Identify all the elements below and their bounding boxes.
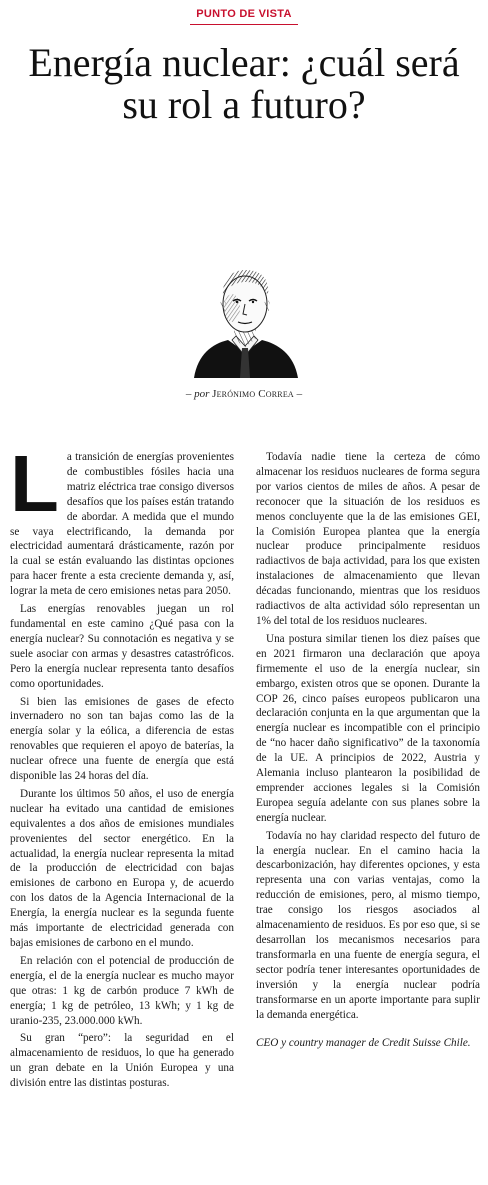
article-paragraph: Una postura similar tienen los diez países que en 2021 firmaron una declaración que apoya firmemente el uso de la energía nuclear, sin embargo, existen otros que se oponen. Durante la COP 26, cinco países europeos publicaron una declaración conjunta en la que argumentan que la energía nuclear es incompatible con el principio de “no hacer daño significativo” de la taxonomía de la UE. A principios de 2022, Austria y Alemania incluso plantearon la posibilidad de emprender acciones legales si la Comisión Europea seguía adelante con sus planes sobre la energía nuclear. bbox=[256, 632, 480, 824]
article-column-right bbox=[256, 450, 480, 1051]
article-paragraph: La transición de energías provenientes de combustibles fósiles hacia una matriz eléctrica trae consigo diversos desafíos que los países están tratando de abordar. A medida que el mundo se vaya electrificando, la demanda por electricidad aumentará drásticamente, razón por la cual se están evaluando las distintas opciones para hacer frente a esta creciente demanda y, así, lograr la meta de cero emisiones netas para 2050. bbox=[10, 439, 234, 598]
article-column-left bbox=[10, 439, 234, 1094]
drop-cap: L bbox=[10, 439, 59, 528]
author-signature: CEO y country manager de Credit Suisse Chile. bbox=[256, 1037, 471, 1050]
kicker-underline bbox=[190, 24, 298, 25]
section-kicker: PUNTO DE VISTA bbox=[196, 8, 292, 20]
byline-prefix: – por bbox=[185, 388, 213, 400]
article-paragraph: En relación con el potencial de producción de energía, el de la energía nuclear es mucho mayor que otras: 1 kg de carbón produce 7 kWh de energía; 1 kg de petróleo, 13 kWh; y 1 kg de uranio-235, 23.000.000 kWh. bbox=[10, 954, 234, 1027]
byline bbox=[0, 388, 488, 400]
article-paragraph: Durante los últimos 50 años, el uso de energía nuclear ha evitado una cantidad de emisiones equivalentes a dos años de emisiones mundiales provenientes del sector energético. En la actualidad, la energía nuclear representa la mitad de la producción de electricidad con bajas emisiones de carbono en Europa y, de acuerdo con los datos de la Agencia Internacional de la Energía, la energía nuclear es la segunda fuente más importante de electricidad generada con bajas emisiones de carbono en el mundo. bbox=[10, 787, 234, 949]
byline-suffix: – bbox=[293, 388, 303, 400]
article-paragraph: Si bien las emisiones de gases de efecto invernadero no son tan bajas como las de la energía solar y la eólica, a diferencia de estas renovables que requieren el apoyo de baterías, la nuclear ofrece una fuente de energía que está disponible las 24 horas del día. bbox=[10, 695, 234, 783]
article-paragraph: Todavía nadie tiene la certeza de cómo almacenar los residuos nucleares de forma segura por varios cientos de miles de años. A pesar de reconocer que la situación de los residuos es menos concluyente que la de las emisiones GEI, la Comisión Europea plantea que la energía nuclear produce principalmente residuos radiactivos de baja actividad, para los que existen instalaciones de almacenamiento que llevan décadas funcionando, mientras que los residuos radiactivos de alta actividad sólo representan un 1% del total de los residuos nucleares. bbox=[256, 451, 480, 627]
article-paragraph: Las energías renovables juegan un rol fundamental en este camino ¿Qué pasa con la energía nuclear? Su connotación es negativa y se suele asociar con armas y desastres catastróficos. Pero la energía nuclear representa tanto desafíos como oportunidades. bbox=[10, 603, 234, 690]
article-paragraph: Todavía no hay claridad respecto del futuro de la energía nuclear. En el camino hacia la descarbonización, hay diferentes opciones, y esta representa una con varias ventajas, como la reducción de emisiones, pero, al mismo tiempo, trae consigo los riesgos asociados al almacenamiento de residuos. Es por eso que, si se desarrollan los mecanismos necesarios para transformarla en una fuente de energía segura, el sector podría tener interesantes oportunidades de inversión y la energía nuclear podría transformarse en un aporte importante para suplir la demanda energética. bbox=[256, 829, 480, 1021]
article-paragraph: Su gran “pero”: la seguridad en el almacenamiento de residuos, lo que ha generado un gran debate en la Unión Europea y una división entre las distintas posturas. bbox=[10, 1032, 234, 1090]
headline: Energía nuclear: ¿cuál será su rol a futuro? bbox=[28, 40, 460, 127]
author-name: Jerónimo Correa bbox=[212, 388, 294, 400]
author-portrait bbox=[190, 256, 300, 378]
